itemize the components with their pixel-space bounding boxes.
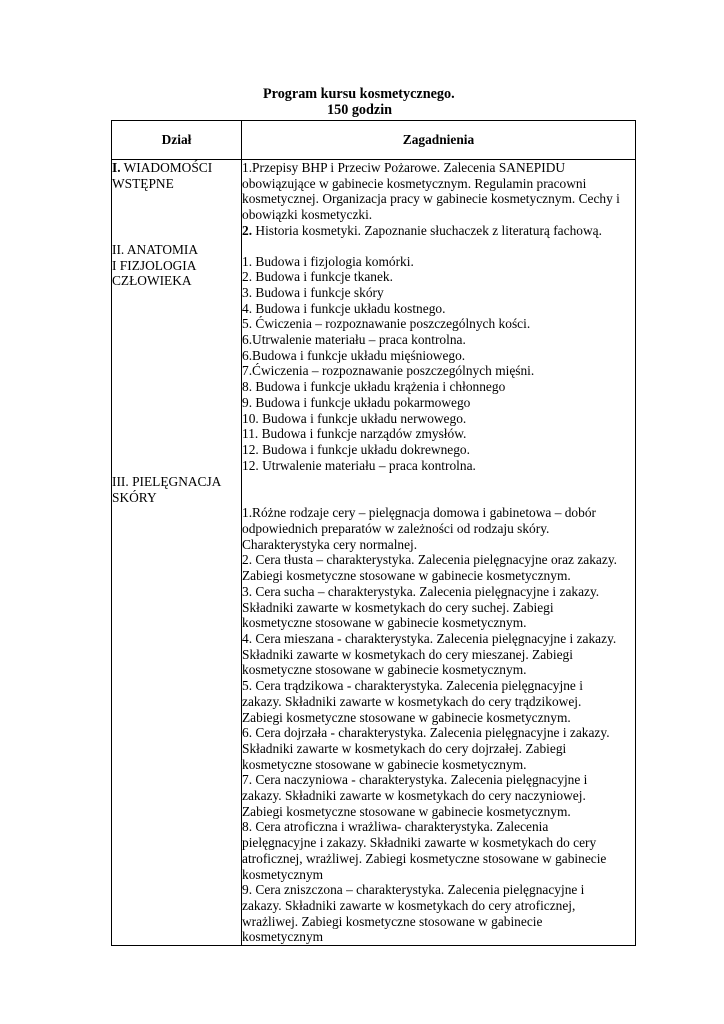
- topic-line: kosmetycznym: [242, 929, 324, 945]
- section-names-cell: [112, 160, 242, 946]
- spacer: [242, 489, 635, 505]
- topic-line: 9. Budowa i funkcje układu pokarmowego: [242, 394, 471, 410]
- section-2-name: [112, 242, 241, 474]
- topic-line: 2. Budowa i funkcje tkanek.: [242, 269, 393, 285]
- topic-line: 7.Ćwiczenia – rozpoznawanie poszczególnych mięśni.: [242, 363, 535, 379]
- topic-line: Zabiegi kosmetyczne stosowane w gabinecie kosmetycznym.: [242, 709, 571, 725]
- topic-line: kosmetycznej. Organizacja pracy w gabinecie kosmetycznym. Cechy i: [242, 191, 620, 207]
- topic-line: 2. Cera tłusta – charakterystyka. Zalecenia pielęgnacyjne oraz zakazy.: [242, 552, 617, 568]
- title-line-1: Program kursu kosmetycznego.: [263, 86, 455, 102]
- topic-line: Składniki zawarte w kosmetykach do cery suchej. Zabiegi: [242, 599, 554, 615]
- topic-line: Składniki zawarte w kosmetykach do cery mieszanej. Zabiegi: [242, 646, 573, 662]
- topic-line: atroficznej, wrażliwej. Zabiegi kosmetyczne stosowane w gabinecie: [242, 850, 607, 866]
- topic-line: obowiązujące w gabinecie kosmetycznym. Regulamin pracowni: [242, 175, 587, 191]
- topic-line: 3. Cera sucha – charakterystyka. Zalecenia pielęgnacyjne i zakazy.: [242, 583, 600, 599]
- topic-line: 5. Cera trądzikowa - charakterystyka. Zalecenia pielęgnacyjne i: [242, 678, 583, 694]
- topic-line: 4. Cera mieszana - charakterystyka. Zalecenia pielęgnacyjne i zakazy.: [242, 630, 617, 646]
- topic-line: 1.Różne rodzaje cery – pielęgnacja domowa i gabinetowa – dobór: [242, 505, 596, 521]
- header-dzial: Dział: [112, 121, 242, 160]
- section-1-name-line2: WSTĘPNE: [112, 175, 174, 191]
- topic-line: zakazy. Składniki zawarte w kosmetykach do cery naczyniowej.: [242, 788, 586, 804]
- topic-line: 8. Budowa i funkcje układu krążenia i chłonnego: [242, 379, 506, 395]
- topic-2-text: Historia kosmetyki. Zapoznanie słuchaczek z literaturą fachową.: [252, 222, 602, 238]
- topic-line: odpowiednich preparatów w zależności od rodzaju skóry.: [242, 521, 550, 537]
- section-2-name-line: I FIZJOLOGIA: [112, 257, 197, 273]
- section-topics-cell: [242, 160, 636, 946]
- topic-line: zakazy. Składniki zawarte w kosmetykach do cery atroficznej,: [242, 897, 576, 913]
- topic-line: wrażliwej. Zabiegi kosmetyczne stosowane w gabinecie: [242, 913, 543, 929]
- header-zagadnienia: Zagadnienia: [242, 121, 636, 160]
- section-2-name-line: II. ANATOMIA: [112, 242, 199, 257]
- section-2-name-line: CZŁOWIEKA: [112, 273, 192, 289]
- topic-line: 3. Budowa i funkcje skóry: [242, 284, 384, 300]
- section-3-name-line: III. PIELĘGNACJA: [112, 474, 222, 489]
- topic-line: Zabiegi kosmetyczne stosowane w gabinecie kosmetycznym.: [242, 568, 571, 584]
- section-3-name: [112, 474, 241, 505]
- topic-line: 5. Ćwiczenia – rozpoznawanie poszczególnych kości.: [242, 316, 531, 332]
- topic-line: zakazy. Składniki zawarte w kosmetykach do cery trądzikowej.: [242, 693, 582, 709]
- topic-line: pielęgnacyjne i zakazy. Składniki zawarte w kosmetykach do cery: [242, 835, 597, 851]
- topic-line: kosmetyczne stosowane w gabinecie kosmetycznym.: [242, 662, 527, 678]
- section-1-topics: [242, 160, 635, 239]
- topic-line: 6. Cera dojrzała - charakterystyka. Zalecenia pielęgnacyjne i zakazy.: [242, 725, 610, 741]
- program-table: [111, 120, 636, 946]
- topic-line: 4. Budowa i funkcje układu kostnego.: [242, 300, 446, 316]
- spacer: [242, 473, 635, 489]
- section-3-topics: [242, 505, 635, 945]
- topic-line: 1.Przepisy BHP i Przeciw Pożarowe. Zalecenia SANEPIDU: [242, 160, 566, 175]
- spacer: [242, 239, 635, 254]
- topic-line: 11. Budowa i funkcje narządów zmysłów.: [242, 426, 467, 442]
- topic-line: Zabiegi kosmetyczne stosowane w gabinecie kosmetycznym.: [242, 803, 571, 819]
- topic-line: 7. Cera naczyniowa - charakterystyka. Zalecenia pielęgnacyjne i: [242, 772, 588, 788]
- topic-line: kosmetycznym: [242, 866, 324, 882]
- topic-line: 1. Budowa i fizjologia komórki.: [242, 253, 414, 269]
- topic-line: 9. Cera zniszczona – charakterystyka. Zalecenia pielęgnacyjne i: [242, 882, 585, 898]
- section-1-name: [112, 160, 241, 242]
- topic-line: 10. Budowa i funkcje układu nerwowego.: [242, 410, 467, 426]
- topic-line: 12. Budowa i funkcje układu dokrewnego.: [242, 441, 470, 457]
- section-2-topics: [242, 254, 635, 474]
- section-1-number: I.: [112, 160, 121, 175]
- title-line-2: 150 godzin: [327, 102, 393, 118]
- section-3-name-line: SKÓRY: [112, 489, 157, 505]
- topic-line: obowiązki kosmetyczki.: [242, 207, 373, 223]
- topic-line: 8. Cera atroficzna i wrażliwa- charakterystyka. Zalecenia: [242, 819, 549, 835]
- section-1-name-text: WIADOMOŚCI: [120, 160, 213, 175]
- topic-line: 6.Budowa i funkcje układu mięśniowego.: [242, 347, 466, 363]
- table-row: [112, 160, 636, 946]
- topic-line: Charakterystyka cery normalnej.: [242, 536, 418, 552]
- topic-line: kosmetyczne stosowane w gabinecie kosmetycznym.: [242, 615, 527, 631]
- topic-line: [242, 223, 635, 239]
- table-header-row: [112, 121, 636, 160]
- topic-line: kosmetyczne stosowane w gabinecie kosmetycznym.: [242, 756, 527, 772]
- topic-line: 12. Utrwalenie materiału – praca kontrolna.: [242, 457, 476, 473]
- topic-line: 6.Utrwalenie materiału – praca kontrolna.: [242, 332, 466, 348]
- topic-line: Składniki zawarte w kosmetykach do cery dojrzałej. Zabiegi: [242, 740, 567, 756]
- topic-2-number: 2.: [242, 222, 253, 238]
